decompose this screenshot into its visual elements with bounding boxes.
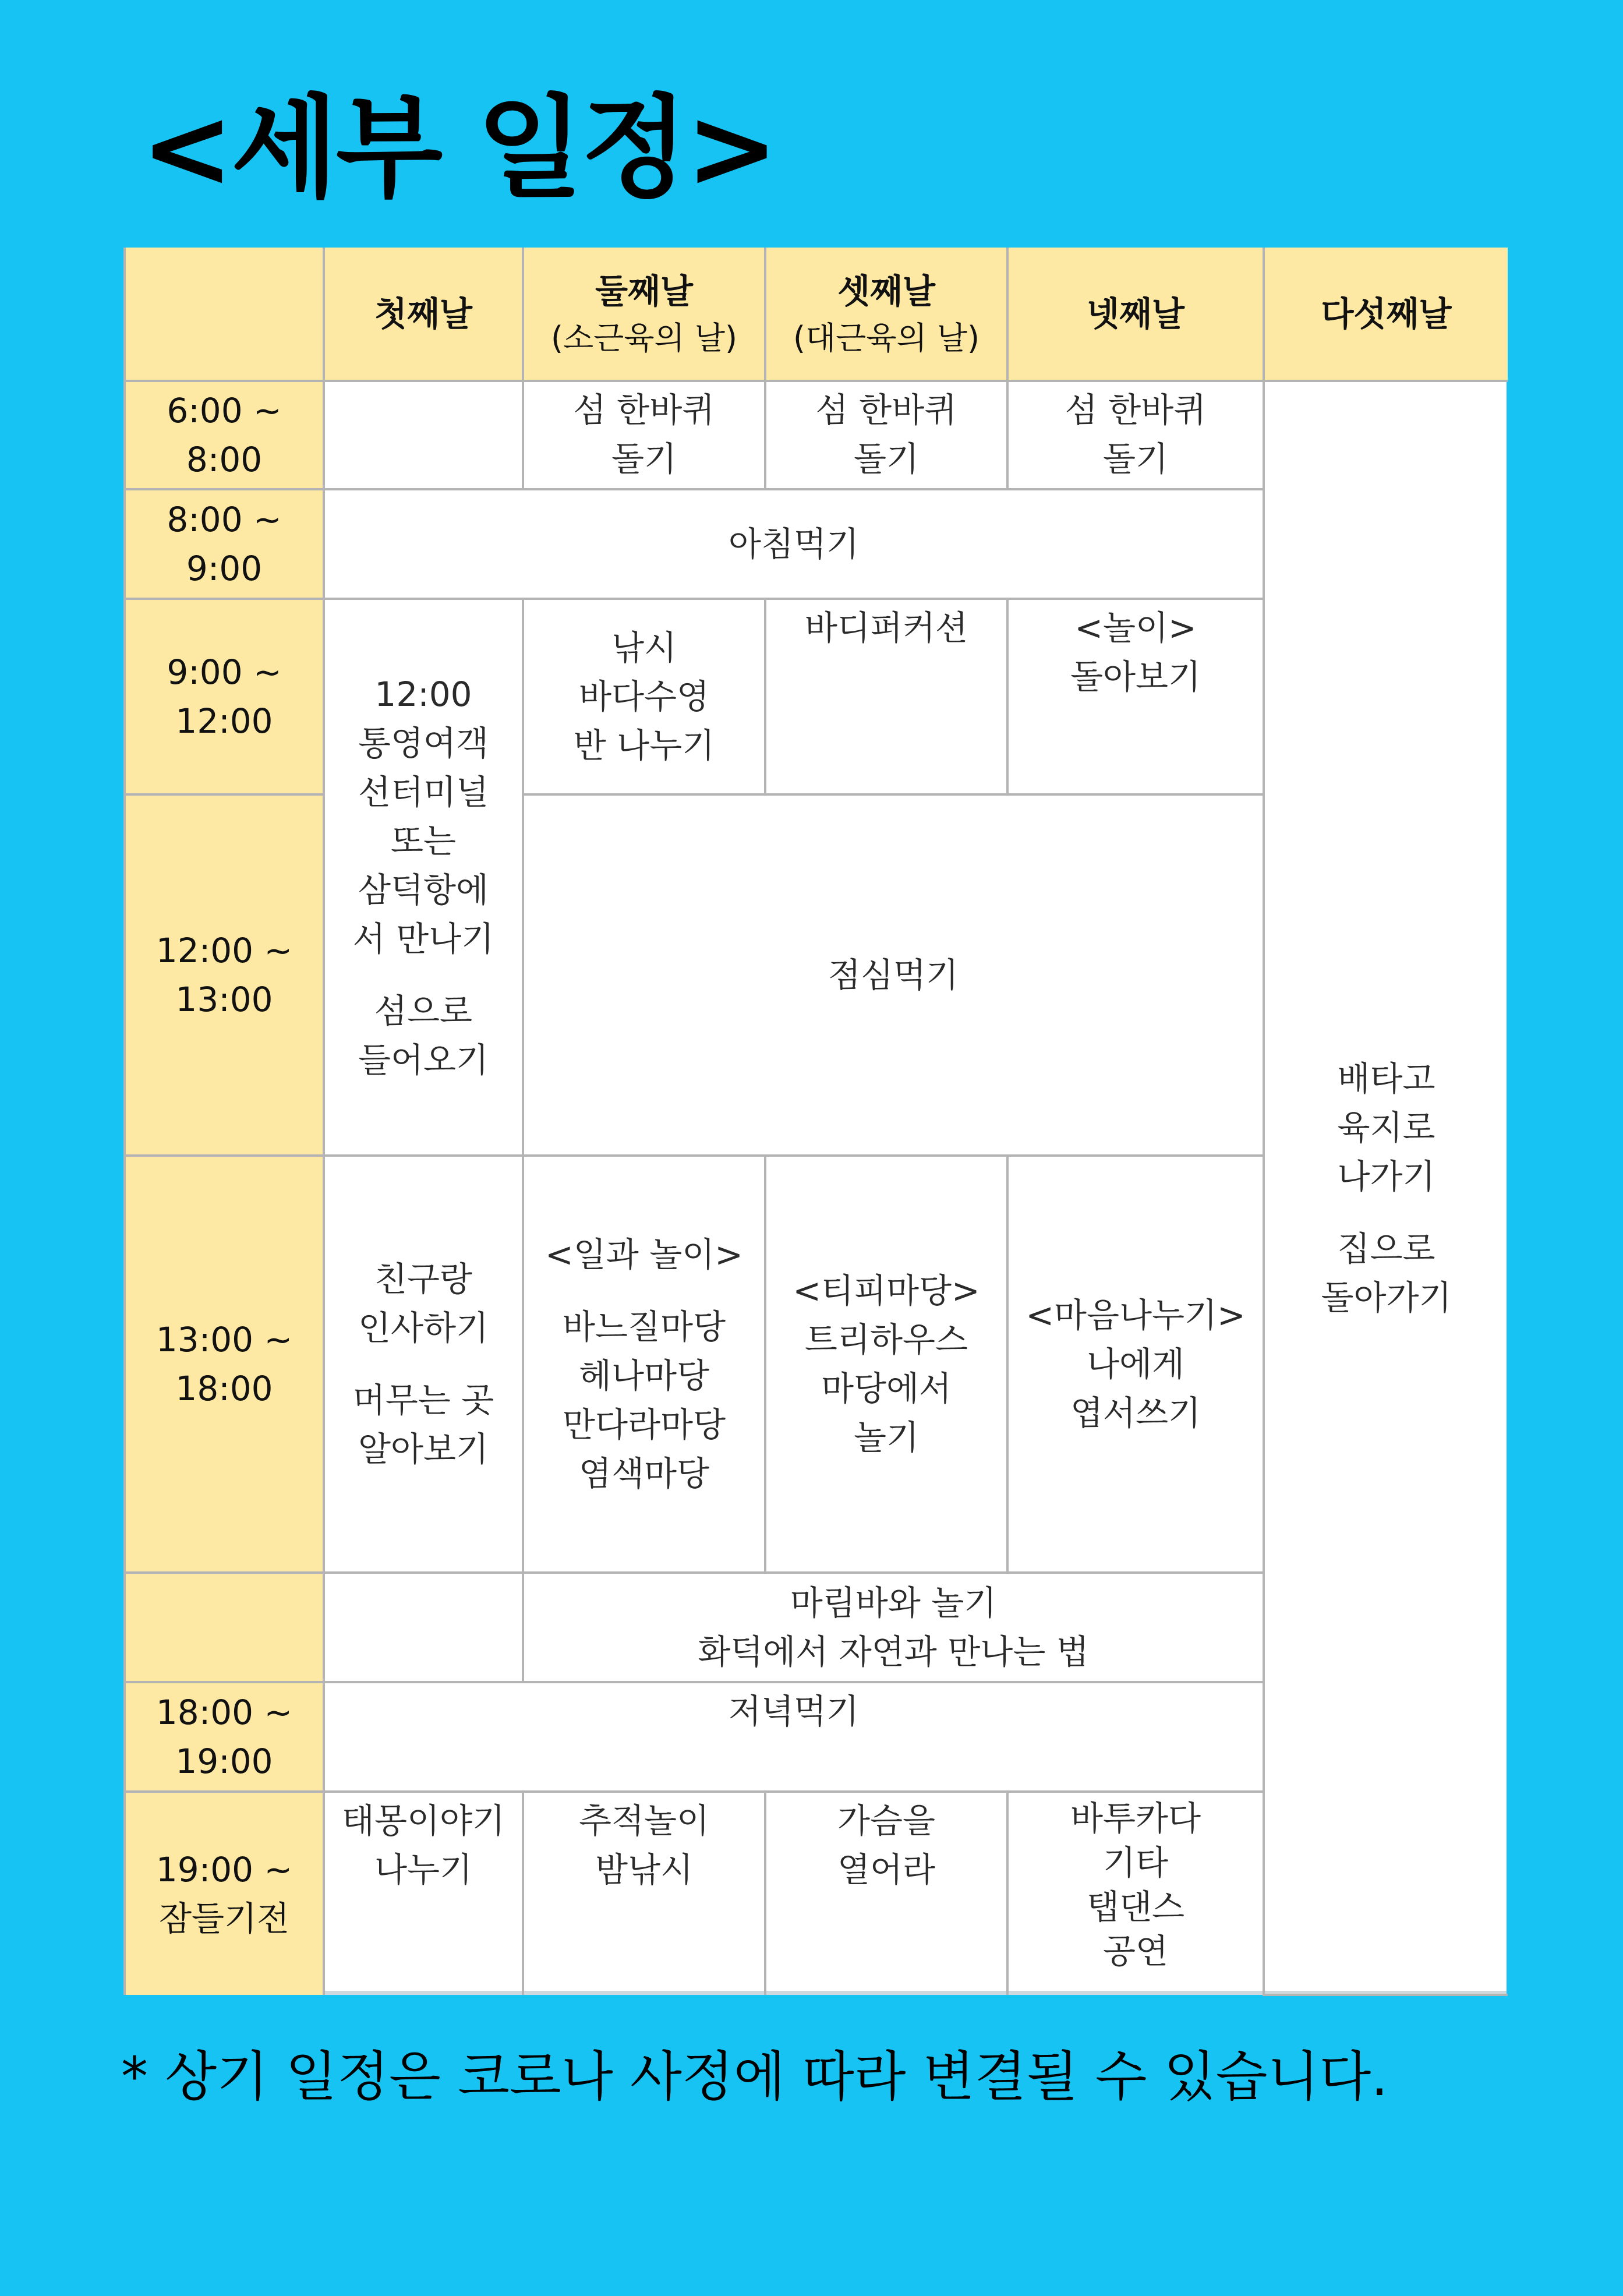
header-day3 — [765, 248, 1007, 381]
day2-night-cell: 추적놀이 밤낚시 — [523, 1792, 765, 1995]
day2-crafts-text: 바느질마당 헤나마당 만다라마당 염색마당 — [562, 1307, 726, 1493]
day1-lodging-text: 머무는 곳 알아보기 — [352, 1380, 494, 1469]
day1-afternoon-cell — [324, 1156, 523, 1573]
day1-meeting-text: 12:00 통영여객 선터미널 또는 삼덕항에 서 만나기 — [352, 674, 494, 959]
schedule-table-frame — [123, 248, 1507, 1995]
day1-early-cell — [324, 381, 523, 489]
day5-all-day-cell — [1264, 381, 1508, 1995]
header-day3-title: 셋째날 — [837, 271, 936, 311]
day2-work-play-text: <일과 놀이> — [545, 1235, 743, 1274]
day3-afternoon-cell: <티피마당> 트리하우스 마당에서 놀기 — [765, 1156, 1007, 1573]
day1-arrival-cell — [324, 599, 523, 1156]
breakfast-cell: 아침먹기 — [324, 489, 1264, 599]
day4-morning-cell: <놀이> 돌아보기 — [1007, 599, 1264, 794]
page-title: <세부 일정> — [141, 84, 776, 213]
time-cell: 12:00 ~ 13:00 — [125, 794, 324, 1156]
day1-evening-activity-cell — [324, 1573, 523, 1682]
header-day5: 다섯째날 — [1264, 248, 1508, 381]
schedule-change-note: * 상기 일정은 코로나 사정에 따라 변결될 수 있습니다. — [121, 2046, 1388, 2108]
marimba-cell: 마림바와 놀기 화덕에서 자연과 만나는 법 — [523, 1573, 1264, 1682]
day1-night-cell: 태몽이야기 나누기 — [324, 1792, 523, 1995]
dinner-cell: 저녁먹기 — [324, 1682, 1264, 1792]
time-cell-empty — [125, 1573, 324, 1682]
header-day2 — [523, 248, 765, 381]
schedule-table — [123, 248, 1508, 1996]
time-cell: 13:00 ~ 18:00 — [125, 1156, 324, 1573]
day4-early-cell: 섬 한바퀴 돌기 — [1007, 381, 1264, 489]
day2-early-cell: 섬 한바퀴 돌기 — [523, 381, 765, 489]
header-day2-subtitle: (소근육의 날) — [550, 319, 738, 356]
time-cell: 19:00 ~ 잠들기전 — [125, 1792, 324, 1995]
day1-enter-island-text: 섬으로 들어오기 — [358, 991, 489, 1080]
day5-return-text: 배타고 육지로 나가기 — [1337, 1058, 1435, 1196]
day3-morning-cell: 바디퍼커션 — [765, 599, 1007, 794]
day1-greeting-text: 친구랑 인사하기 — [358, 1259, 489, 1348]
header-day1: 첫째날 — [324, 248, 523, 381]
header-day2-title: 둘째날 — [595, 271, 694, 311]
time-cell: 18:00 ~ 19:00 — [125, 1682, 324, 1792]
day5-home-text: 집으로 돌아가기 — [1321, 1228, 1452, 1317]
row-6-8 — [125, 381, 1508, 489]
day4-night-cell: 바투카다 기타 탭댄스 공연 — [1007, 1792, 1264, 1995]
day3-early-cell: 섬 한바퀴 돌기 — [765, 381, 1007, 489]
header-day3-subtitle: (대근육의 날) — [793, 319, 980, 356]
day2-afternoon-cell — [523, 1156, 765, 1573]
header-day4: 넷째날 — [1007, 248, 1264, 381]
day3-night-cell: 가슴을 열어라 — [765, 1792, 1007, 1995]
header-row — [125, 248, 1508, 381]
corner-cell — [125, 248, 324, 381]
time-cell: 9:00 ~ 12:00 — [125, 599, 324, 794]
lunch-cell: 점심먹기 — [523, 794, 1264, 1156]
day4-afternoon-cell: <마음나누기> 나에게 엽서쓰기 — [1007, 1156, 1264, 1573]
time-cell: 6:00 ~ 8:00 — [125, 381, 324, 489]
time-cell: 8:00 ~ 9:00 — [125, 489, 324, 599]
day2-morning-cell: 낚시 바다수영 반 나누기 — [523, 599, 765, 794]
